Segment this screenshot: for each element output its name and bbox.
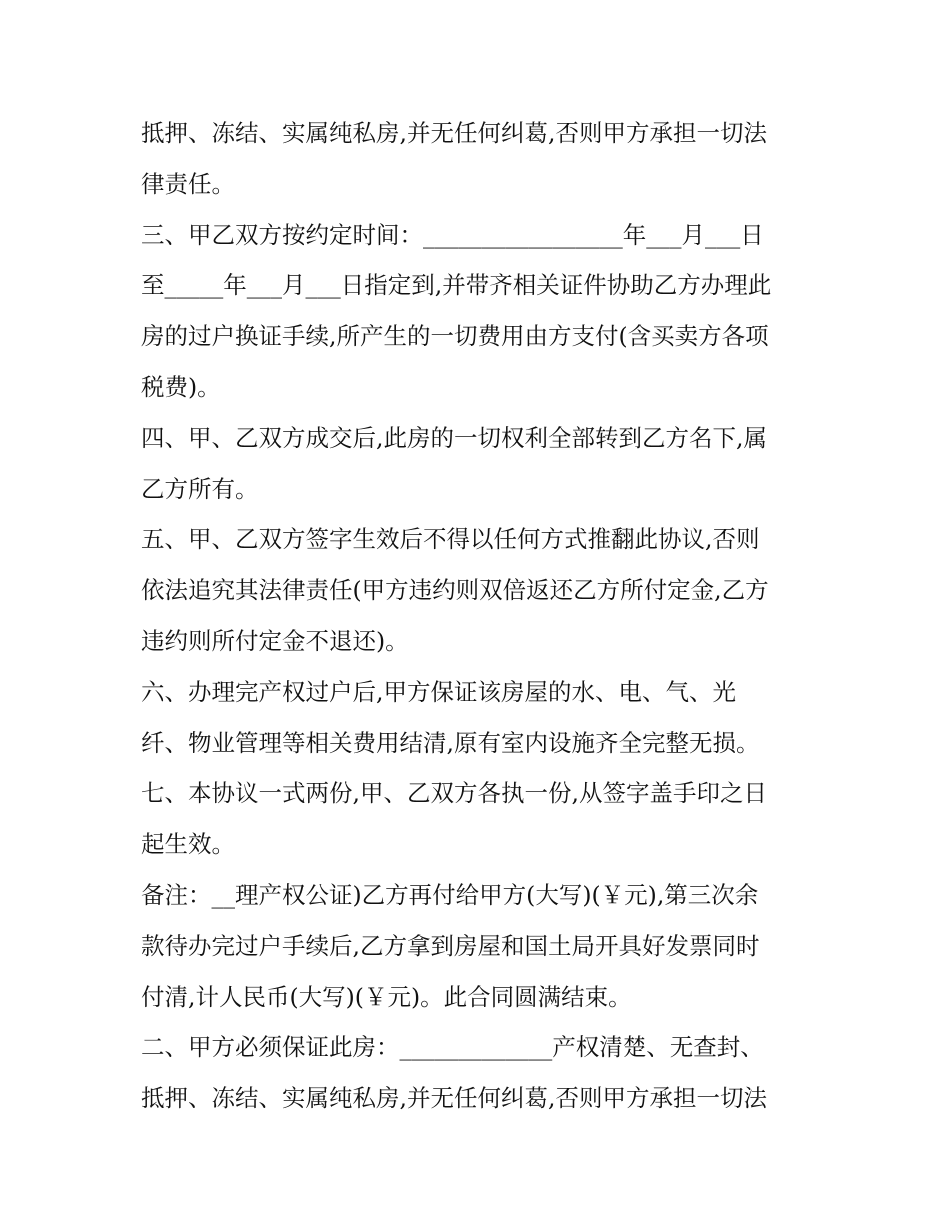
- text-line: 备注：__理产权公证)乙方再付给甲方(大写)(￥元),第三次余: [141, 880, 759, 909]
- text-line: 违约则所付定金不退还)。: [141, 626, 409, 655]
- text-line: 起生效。: [141, 830, 235, 859]
- text-line: 至_____年___月___日指定到,并带齐相关证件协助乙方办理此: [141, 271, 772, 300]
- text-line: 付清,计人民币(大写)(￥元)。此合同圆满结束。: [141, 982, 632, 1011]
- text-line: 款待办完过户手续后,乙方拿到房屋和国土局开具好发票同时: [141, 931, 760, 960]
- text-line: 七、本协议一式两份,甲、乙双方各执一份,从签字盖手印之日: [141, 779, 767, 808]
- text-line: 五、甲、乙双方签字生效后不得以任何方式推翻此协议,否则: [141, 525, 760, 554]
- text-line: 乙方所有。: [141, 474, 259, 503]
- text-line: 律责任。: [141, 169, 235, 198]
- text-line: 抵押、冻结、实属纯私房,并无任何纠葛,否则甲方承担一切法: [141, 119, 767, 147]
- text-line: 抵押、冻结、实属纯私房,并无任何纠葛,否则甲方承担一切法: [141, 1084, 767, 1113]
- text-line: 六、办理完产权过户后,甲方保证该房屋的水、电、气、光: [141, 677, 736, 706]
- text-line: 税费)。: [141, 372, 221, 401]
- text-line: 房的过户换证手续,所产生的一切费用由方支付(含买卖方各项: [141, 322, 769, 351]
- text-line: 二、甲方必须保证此房：_____________产权清楚、无查封、: [141, 1033, 764, 1062]
- text-line: 纤、物业管理等相关费用结清,原有室内设施齐全完整无损。: [141, 728, 760, 757]
- text-line: 四、甲、乙双方成交后,此房的一切权利全部转到乙方名下,属: [141, 423, 767, 452]
- contract-text: [141, 108, 821, 1124]
- text-line: 三、甲乙双方按约定时间：_________________年___月___日: [141, 220, 764, 249]
- text-line: 依法追究其法律责任(甲方违约则双倍返还乙方所付定金,乙方: [141, 576, 769, 605]
